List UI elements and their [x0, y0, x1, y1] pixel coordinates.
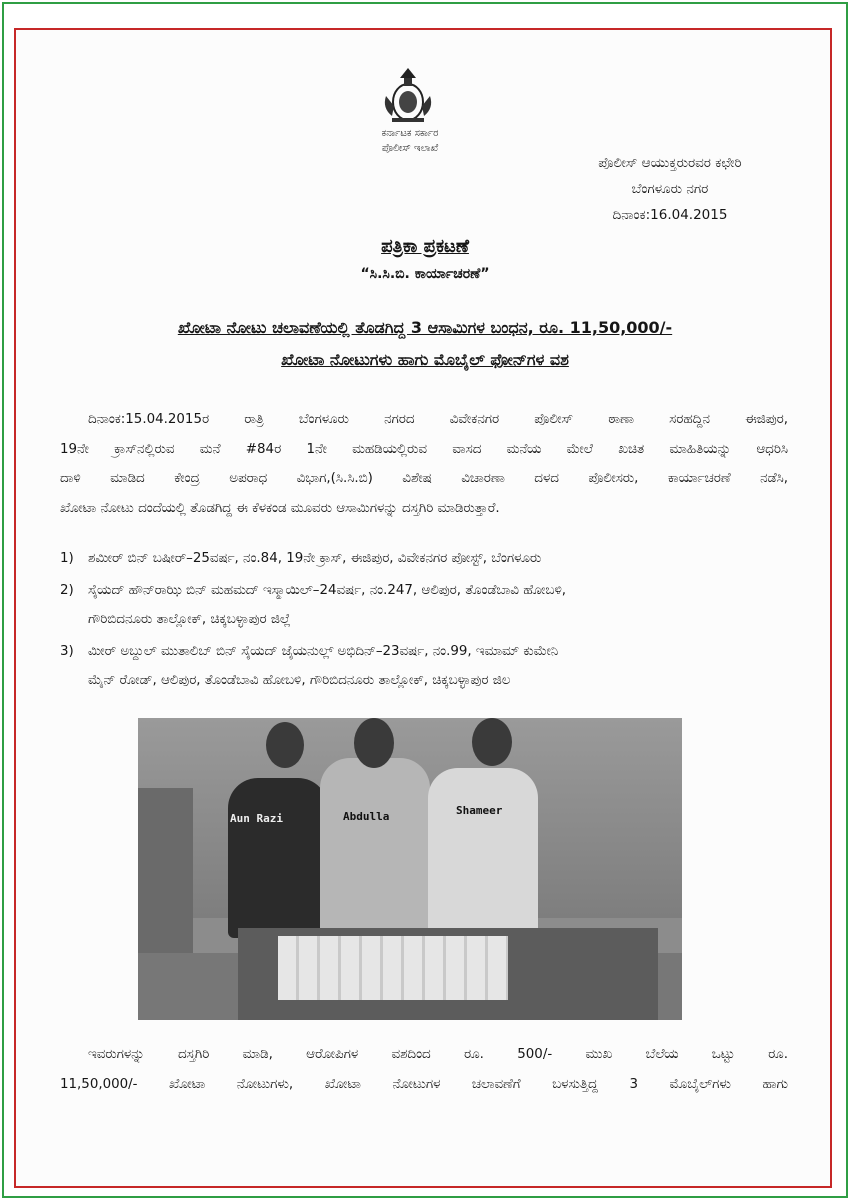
- photo-person: [228, 778, 328, 938]
- emblem-department-line: ಪೊಲೀಸ್ ಇಲಾಖೆ: [381, 143, 439, 154]
- headline-line-2: [0, 350, 850, 370]
- list-item-line: ಮೈನ್ ರೋಡ್, ಆಲಿಪುರ, ತೊಂಡೆಬಾವಿ ಹೋಬಳಿ, ಗೌರಿಬಿದನೂರು ತಾಲ್ಲೋಕ್, ಚಿಕ್ಕಬಳ್ಳಾಪುರ ಜಿಲ: [88, 673, 511, 688]
- photo-person-head: [354, 718, 394, 768]
- photo-door: [138, 788, 193, 968]
- body-paragraph-1: [60, 405, 788, 523]
- paragraph-line: ಖೋಟಾ ನೋಟು ದಂದೆಯಲ್ಲಿ ತೊಡಗಿದ್ದ ಈ ಕೆಳಕಂಡ ಮೂವರು ಆಸಾಮಿಗಳನ್ನು ದಸ್ತಗಿರಿ ಮಾಡಿರುತ್ತಾರೆ.: [60, 500, 500, 516]
- headline-line-2-text: ಖೋಟಾ ನೋಟುಗಳು ಹಾಗು ಮೊಬೈಲ್ ಫೋನ್‌ಗಳ ವಶ: [281, 350, 569, 369]
- paragraph-line: ದಾಳಿ ಮಾಡಿದ ಕೇಂದ್ರ ಅಪರಾಧ ವಿಭಾಗ,(ಸಿ.ಸಿ.ಬಿ) ವಿಶೇಷ ವಿಚಾರಣಾ ದಳದ ಪೊಲೀಸರು, ಕಾರ್ಯಾಚರಣೆ ನಡೆಸಿ,: [60, 471, 788, 486]
- photo-caption: Aun Razi: [230, 812, 283, 825]
- list-number: 1): [60, 551, 74, 566]
- headline-line-1-text: ಖೋಟಾ ನೋಟು ಚಲಾವಣೆಯಲ್ಲಿ ತೊಡಗಿದ್ದ 3 ಆಸಾಮಿಗಳ ಬಂಧನ, ರೂ. 11,50,000/-: [177, 318, 673, 337]
- body-paragraph-2: [60, 1040, 788, 1099]
- list-item-line: ಗೌರಿಬಿದನೂರು ತಾಲ್ಲೋಕ್, ಚಿಕ್ಕಬಳ್ಳಾಪುರ ಜಿಲ್ಲೆ: [88, 612, 291, 627]
- accused-list-item: [60, 544, 795, 573]
- photo-person: [428, 768, 538, 938]
- photo-person: [320, 758, 430, 938]
- list-number: 2): [60, 583, 74, 598]
- photo-person-head: [472, 718, 512, 766]
- photo-caption: Shameer: [456, 804, 503, 817]
- paragraph-line: ದಿನಾಂಕ:15.04.2015ರ ರಾತ್ರಿ ಬೆಂಗಳೂರು ನಗರದ ವಿವೇಕನಗರ ಪೊಲೀಸ್ ಠಾಣಾ ಸರಹದ್ದಿನ ಈಜಿಪುರ,: [88, 412, 788, 427]
- paragraph-line: 11,50,000/- ಖೋಟಾ ನೋಟುಗಳು, ಖೋಟಾ ನೋಟುಗಳ ಚಲಾವಣೆಗೆ ಬಳಸುತ್ತಿದ್ದ 3 ಮೊಬೈಲ್‌ಗಳು ಹಾಗು: [60, 1076, 788, 1092]
- accused-list-item: [60, 576, 795, 634]
- list-item-line: ಶಮೀರ್ ಬಿನ್ ಬಷೀರ್–25ವರ್ಷ, ನಂ.84, 19ನೇ ಕ್ರಾಸ್, ಈಜಿಪುರ, ವಿವೇಕನಗರ ಪೋಸ್ಟ್, ಬೆಂಗಳೂರು: [88, 551, 542, 566]
- headline-line-1: [0, 318, 850, 338]
- seized-notes: [278, 936, 508, 1000]
- paragraph-line: ಇವರುಗಳನ್ನು ದಸ್ತಗಿರಿ ಮಾಡಿ, ಆರೋಪಿಗಳ ವಶದಿಂದ ರೂ. 500/- ಮುಖ ಬೆಲೆಯ ಒಟ್ಟು ರೂ.: [88, 1047, 788, 1062]
- list-item-line: ಮೀರ್ ಅಬ್ದುಲ್ ಮುತಾಲಿಬ್ ಬಿನ್ ಸೈಯದ್ ಜೈಯನುಲ್ಲ್ ಅಭಿದಿನ್–23ವರ್ಷ, ನಂ.99, ಇಮಾಮ್ ಕುಮೇನಿ: [88, 644, 559, 659]
- list-item-line: ಸೈಯದ್ ಹೌನ್‌ರಾಝಿ ಬಿನ್ ಮಹಮದ್ ಇಸ್ಮಾಯಿಲ್–24ವರ್ಷ, ನಂ.247, ಆಲಿಪುರ, ತೊಂಡೆಬಾವಿ ಹೋಬಳಿ,: [88, 583, 567, 598]
- photo-caption: Abdulla: [343, 810, 390, 823]
- office-date: ದಿನಾಂಕ:16.04.2015: [612, 207, 728, 223]
- press-release-subtitle: “ಸಿ.ಸಿ.ಬಿ. ಕಾರ್ಯಾಚರಣೆ”: [360, 266, 490, 282]
- paragraph-line: 19ನೇ ಕ್ರಾಸ್‌ನಲ್ಲಿರುವ ಮನೆ #84ರ 1ನೇ ಮಹಡಿಯಲ್ಲಿರುವ ವಾಸದ ಮನೆಯ ಮೇಲೆ ಖಚಿತ ಮಾಹಿತಿಯನ್ನು ಆಧರಿಸಿ: [60, 441, 788, 457]
- press-release-title-text: ಪತ್ರಿಕಾ ಪ್ರಕಟಣೆ: [381, 236, 469, 257]
- office-name: ಪೊಲೀಸ್ ಆಯುಕ್ತರುರವರ ಕಛೇರಿ: [598, 155, 742, 171]
- list-number: 3): [60, 644, 74, 659]
- karnataka-emblem-icon: [380, 66, 436, 124]
- photo-person-head: [266, 722, 304, 768]
- accused-photo: [138, 718, 682, 1020]
- emblem-state-line: ಕರ್ನಾಟಕ ಸರ್ಕಾರ: [381, 128, 439, 139]
- office-city: ಬೆಂಗಳೂರು ನಗರ: [631, 181, 709, 197]
- office-block: [560, 150, 780, 228]
- accused-list-item: [60, 637, 795, 695]
- accused-list: [60, 544, 795, 695]
- press-release-title: [0, 234, 850, 260]
